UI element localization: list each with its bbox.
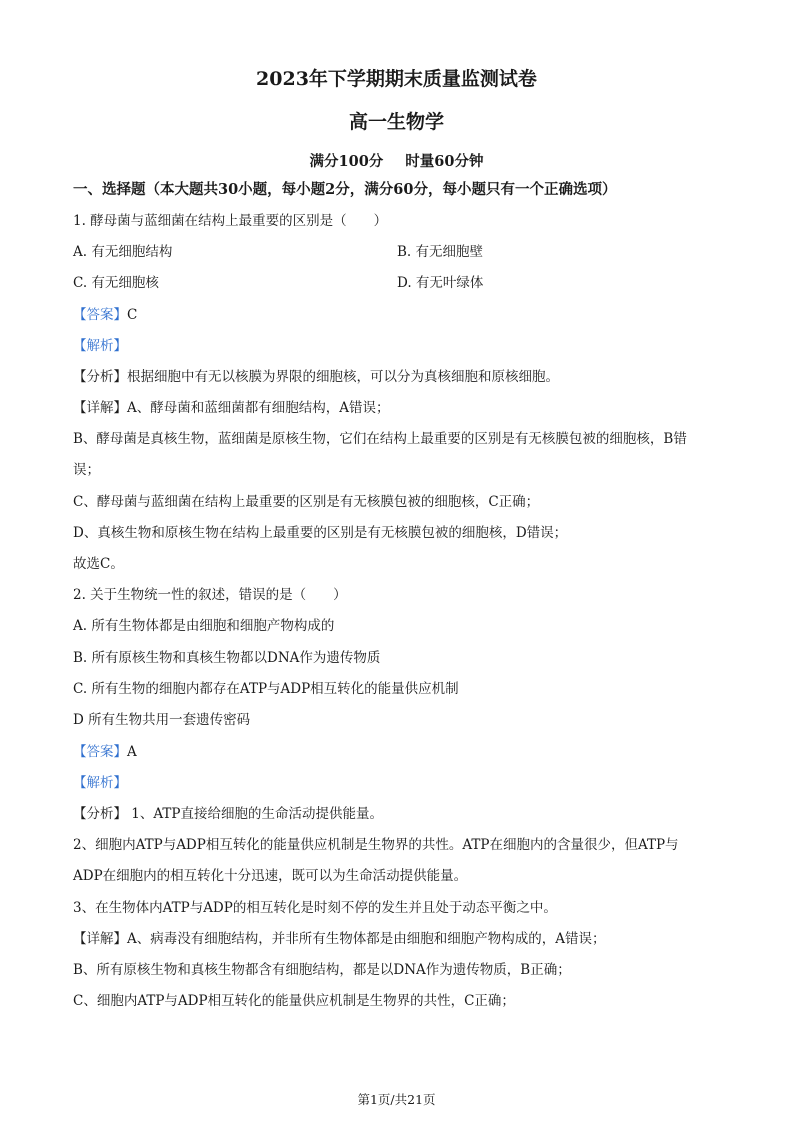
detail-line: D、真核生物和原核生物在结构上最重要的区别是有无核膜包被的细胞核，D错误； <box>73 525 568 541</box>
full-score: 满分100分 <box>309 153 384 170</box>
option-a: A. 所有生物体都是由细胞和细胞产物构成的 <box>73 618 335 634</box>
fenxi-tag: 【分析】 <box>73 806 127 822</box>
detail-line: C、细胞内ATP与ADP相互转化的能量供应机制是生物界的共性，C正确； <box>73 993 515 1009</box>
answer-tag: 【答案】 <box>73 307 127 323</box>
question-stem: 2. 关于生物统一性的叙述，错误的是（ ） <box>73 587 347 603</box>
conclusion: 故选C。 <box>73 556 124 572</box>
exam-title: 2023年下学期期末质量监测试卷 <box>256 68 537 90</box>
analysis-tag: 【解析】 <box>73 775 127 791</box>
detail-line: C、酵母菌与蓝细菌在结构上最重要的区别是有无核膜包被的细胞核，C正确； <box>73 494 540 510</box>
detail-line: B、酵母菌是真核生物，蓝细菌是原核生物，它们在结构上最重要的区别是有无核膜包被的细胞核，B错 <box>73 431 687 447</box>
fenxi-text: 1、ATP直接给细胞的生命活动提供能量。 <box>127 806 383 822</box>
detail-line <box>73 399 390 417</box>
fenxi-text: 根据细胞中有无以核膜为界限的细胞核，可以分为真核细胞和原核细胞。 <box>127 369 559 385</box>
answer-line <box>73 306 137 324</box>
option-d: D 所有生物共用一套遗传密码 <box>73 712 251 728</box>
fenxi-line: 3、在生物体内ATP与ADP的相互转化是时刻不停的发生并且处于动态平衡之中。 <box>73 900 557 916</box>
option-c: C. 有无细胞核 <box>73 275 159 291</box>
option-c: C. 所有生物的细胞内都存在ATP与ADP相互转化的能量供应机制 <box>73 681 459 697</box>
fenxi-tag: 【分析】 <box>73 369 127 385</box>
answer-value: C <box>127 307 138 323</box>
option-a: A. 有无细胞结构 <box>73 244 173 260</box>
detail-line: B、所有原核生物和真核生物都含有细胞结构，都是以DNA作为遗传物质，B正确； <box>73 962 571 978</box>
question-stem: 1. 酵母菌与蓝细菌在结构上最重要的区别是（ ） <box>73 213 388 229</box>
detail-line: 误； <box>73 462 100 478</box>
answer-line <box>73 743 137 761</box>
detail-text: A、病毒没有细胞结构，并非所有生物体都是由细胞和细胞产物构成的，A错误； <box>127 931 606 947</box>
fenxi-line: ADP在细胞内的相互转化十分迅速，既可以为生命活动提供能量。 <box>73 868 468 884</box>
analysis-fenxi <box>73 368 559 386</box>
option-b: B. 有无细胞壁 <box>397 244 484 260</box>
option-b: B. 所有原核生物和真核生物都以DNA作为遗传物质 <box>73 650 381 666</box>
detail-line <box>73 930 606 948</box>
section-heading: 一、选择题（本大题共30小题，每小题2分，满分60分，每小题只有一个正确选项） <box>73 181 617 198</box>
analysis-fenxi <box>73 805 383 823</box>
fenxi-line: 2、细胞内ATP与ADP相互转化的能量供应机制是生物界的共性。ATP在细胞内的含量很少，但ATP与 <box>73 837 679 853</box>
answer-value: A <box>127 744 137 760</box>
analysis-tag: 【解析】 <box>73 338 127 354</box>
exam-meta <box>0 150 793 171</box>
xiangjie-tag: 【详解】 <box>73 400 127 416</box>
exam-subject: 高一生物学 <box>348 111 444 133</box>
time-limit: 时量60分钟 <box>405 153 484 170</box>
option-d: D. 有无叶绿体 <box>397 275 484 291</box>
answer-tag: 【答案】 <box>73 744 127 760</box>
detail-text: A、酵母菌和蓝细菌都有细胞结构，A错误； <box>127 400 390 416</box>
page-number: 第1页/共21页 <box>357 1092 436 1107</box>
xiangjie-tag: 【详解】 <box>73 931 127 947</box>
